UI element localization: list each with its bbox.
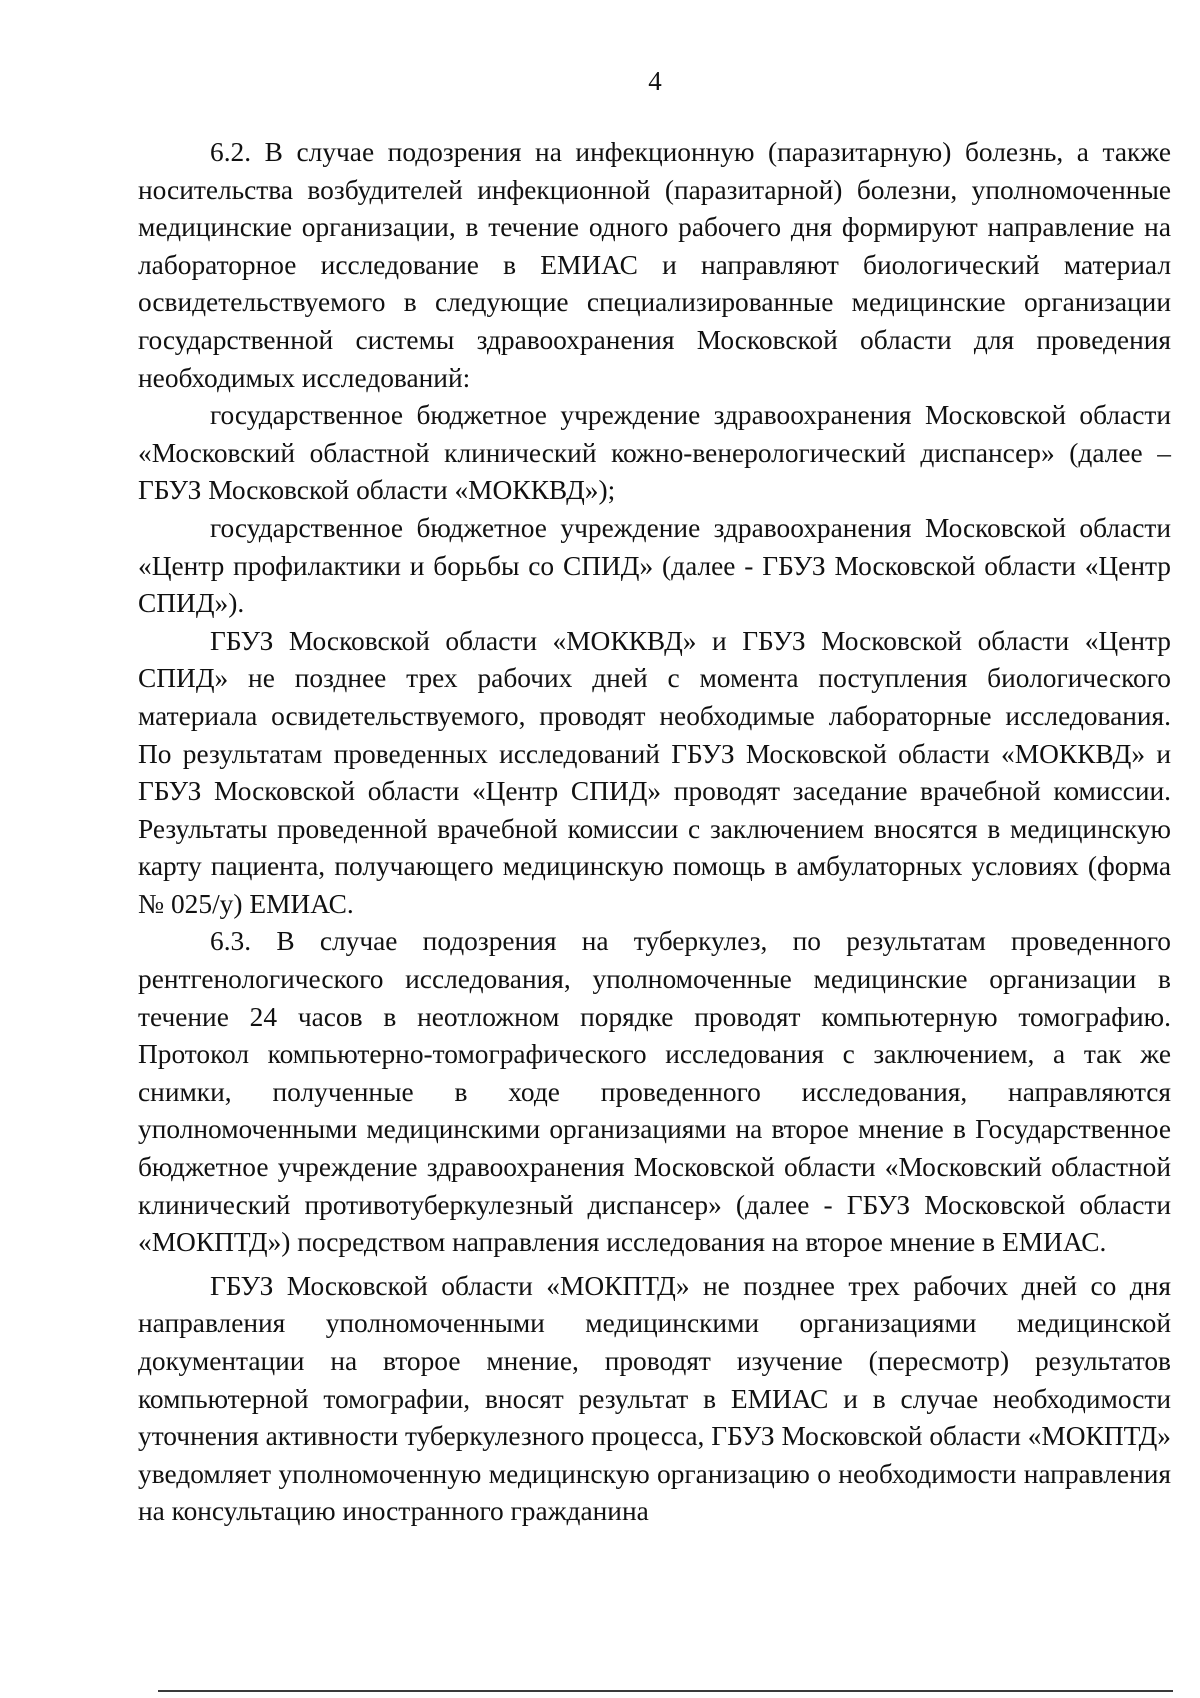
paragraph-mokkvd-institution: государственное бюджетное учреждение здравоохранения Московской области «Московский областной клинический кожно-венерологический диспансер» (далее – ГБУЗ Московской области «МОККВД»);: [138, 400, 1171, 506]
paragraph-6-2: 6.2. В случае подозрения на инфекционную (паразитарную) болезнь, а также носительства возбудителей инфекционной (паразитарной) болезни, уполномоченные медицинские организации, в течение одного рабочего дня формируют направление на лабораторное исследование в ЕМИАС и направляют биологический материал освидетельствуемого в следующие специализированные медицинские организации государственной системы здравоохранения Московской области для проведения необходимых исследований:: [138, 137, 1171, 393]
footer-divider: [158, 1690, 1173, 1692]
paragraph-6-3: 6.3. В случае подозрения на туберкулез, по результатам проведенного рентгенологического исследования, уполномоченные медицинские организации в течение 24 часов в неотложном порядке проводят компьютерную томографию. Протокол компьютерно-томографического исследования с заключением, а так же снимки, полученные в ходе проведенного исследования, направляются уполномоченными медицинскими организациями на второе мнение в Государственное бюджетное учреждение здравоохранения Московской области «Московский областной клинический противотуберкулезный диспансер» (далее - ГБУЗ Московской области «МОКПТД») посредством направления исследования на второе мнение в ЕМИАС.: [138, 926, 1171, 1258]
paragraph-mokptd-review: ГБУЗ Московской области «МОКПТД» не позднее трех рабочих дней со дня направления уполномоченными медицинскими организациями медицинской документации на второе мнение, проводят изучение (пересмотр) результатов компьютерной томографии, вносят результат в ЕМИАС и в случае необходимости уточнения активности туберкулезного процесса, ГБУЗ Московской области «МОКПТД» уведомляет уполномоченную медицинскую организацию о необходимости направления на консультацию иностранного гражданина: [138, 1270, 1171, 1527]
document-body: [138, 134, 1171, 1531]
paragraph-aids-center-institution: государственное бюджетное учреждение здравоохранения Московской области «Центр профилактики и борьбы со СПИД» (далее - ГБУЗ Московской области «Центр СПИД»).: [138, 512, 1171, 619]
paragraph-lab-research: ГБУЗ Московской области «МОККВД» и ГБУЗ Московской области «Центр СПИД» не позднее трех рабочих дней с момента поступления биологического материала освидетельствуемого, проводят необходимые лабораторные исследования. По результатам проведенных исследований ГБУЗ Московской области «МОККВД» и ГБУЗ Московской области «Центр СПИД» проводят заседание врачебной комиссии. Результаты проведенной врачебной комиссии с заключением вносятся в медицинскую карту пациента, получающего медицинскую помощь в амбулаторных условиях (форма № 025/у) ЕМИАС.: [138, 625, 1171, 919]
page-number: 4: [648, 66, 662, 96]
